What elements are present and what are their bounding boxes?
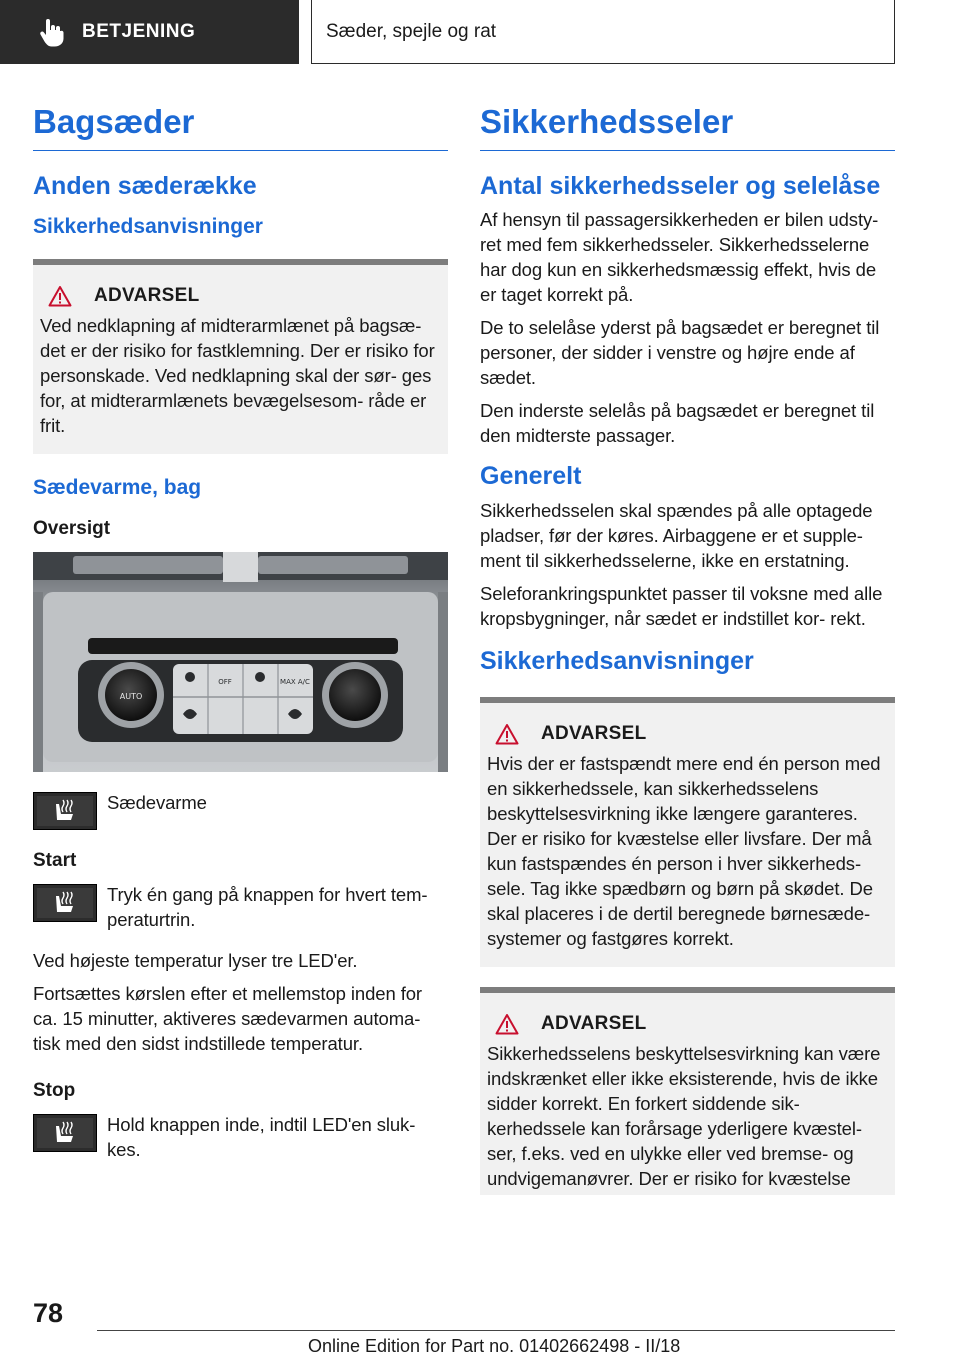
stop-instruction (33, 1112, 448, 1170)
seat-heating-button-icon (33, 792, 97, 830)
rear-climate-panel-photo (33, 552, 448, 772)
heading-bagsaeder: Bagsæder (33, 100, 448, 151)
heading-stop: Stop (33, 1080, 76, 1101)
warning-triangle-icon (495, 723, 519, 745)
heading-sikkerhedsseler: Sikkerhedsseler (480, 100, 895, 151)
warning-text: Ved nedklapning af midterarmlænet på bagsæ- det er der risiko for fastklemning. Der er risiko for personskade. Ved nedklapning skal der sør- ges for, at midterarmlænets bevægelsesom- råde er frit. (40, 315, 435, 436)
stop-text: Hold knappen inde, indtil LED'en sluk- kes. (107, 1114, 416, 1160)
heading-overview: Oversigt (33, 518, 111, 539)
start-instruction (33, 882, 448, 940)
belt-paragraph-2: De to selelåse yderst på bagsædet er beregnet til personer, der sidder i venstre og højre ende af sædet. (480, 317, 880, 388)
warning-header (487, 723, 888, 745)
heading-general: Generelt (480, 462, 582, 490)
edition-note: Online Edition for Part no. 01402662498 - II/18 (308, 1336, 681, 1356)
general-paragraph-1: Sikkerhedsselen skal spændes på alle optagede pladser, før der køres. Airbaggene er et supple- ment til sikkerhedsselerne, ikke en erstatning. (480, 500, 873, 571)
heading-safety-right: Sikkerhedsanvisninger (480, 647, 754, 675)
section-tab (0, 0, 299, 64)
heading-second-row: Anden sæderække (33, 172, 257, 200)
heading-seat-heating: Sædevarme, bag (33, 476, 202, 499)
warning-triangle-icon (495, 1013, 519, 1035)
chapter-title: Sæder, spejle og rat (311, 0, 895, 64)
belt-paragraph-1: Af hensyn til passagersikkerheden er bilen udsty- ret med fem sikkerhedsseler. Sikkerhedsselerne har dog kun en sikkerhedsmæssig effekt, hvis de er taget korrekt på. (480, 209, 879, 305)
heading-safety-left: Sikkerhedsanvisninger (33, 215, 263, 238)
right-column (480, 100, 895, 1215)
photo-label-max-ac: MAX A/C (280, 678, 310, 686)
photo-label-off: OFF (218, 678, 232, 686)
warning-box-multiple-persons (480, 697, 895, 967)
warning-box-incorrect-fit (480, 987, 895, 1195)
warning-title: ADVARSEL (94, 285, 200, 306)
general-paragraph-2: Seleforankringspunktet passer til voksne med alle kropsbygninger, når sædet er indstillet kor- rekt. (480, 583, 883, 629)
photo-label-auto: AUTO (119, 692, 143, 701)
page-header (0, 0, 960, 66)
warning-title: ADVARSEL (541, 723, 647, 744)
led-text: Ved højeste temperatur lyser tre LED'er. (33, 950, 358, 971)
heading-start: Start (33, 850, 77, 871)
section-label: BETJENING (82, 21, 196, 42)
warning-header (487, 1013, 888, 1035)
heading-belt-count: Antal sikkerhedsseler og selelåse (480, 172, 881, 200)
footer-divider (97, 1330, 895, 1331)
warning-text: Sikkerhedsselens beskyttelsesvirkning kan være indskrænket eller ikke eksisterende, hvis de ikke sidder korrekt. En forkert siddende sik- kerhedssele kan forårsage yderligere kvæstel- ser, f.eks. ved en ulykke eller ved bremse- og undvigemanøvrer. Der er risiko for kvæstelse (487, 1043, 881, 1189)
belt-paragraph-3: Den inderste selelås på bagsædet er beregnet til den midterste passager. (480, 400, 875, 446)
warning-box-armrest (33, 259, 448, 454)
warning-title: ADVARSEL (541, 1013, 647, 1034)
seat-heating-legend (33, 790, 448, 830)
seat-heating-button-icon (33, 884, 97, 922)
warning-triangle-icon (48, 285, 72, 307)
warning-header (40, 285, 441, 307)
page-number: 78 (33, 1298, 64, 1328)
seat-heating-button-icon (33, 1114, 97, 1152)
continue-text: Fortsættes kørslen efter et mellemstop inden for ca. 15 minutter, aktiveres sædevarmen automa- tisk med den sidst indstillede temperatur. (33, 983, 422, 1054)
seat-heating-caption: Sædevarme (107, 792, 207, 813)
left-column (33, 100, 448, 1178)
hand-pointer-icon (36, 17, 66, 47)
start-text: Tryk én gang på knappen for hvert tem- peraturtrin. (107, 884, 428, 930)
warning-text: Hvis der er fastspændt mere end én person med en sikkerhedssele, kan sikkerhedsselens beskyttelsesvirkning ikke længere garanteres. Der er risiko for kvæstelse eller livsfare. Der må kun fastspændes én person i hver sikkerheds- sele. Tag ikke spædbørn og børn på skødet. De skal placeres i de dertil beregnede børnesæde- systemer og fastgøres korrekt. (487, 753, 881, 949)
